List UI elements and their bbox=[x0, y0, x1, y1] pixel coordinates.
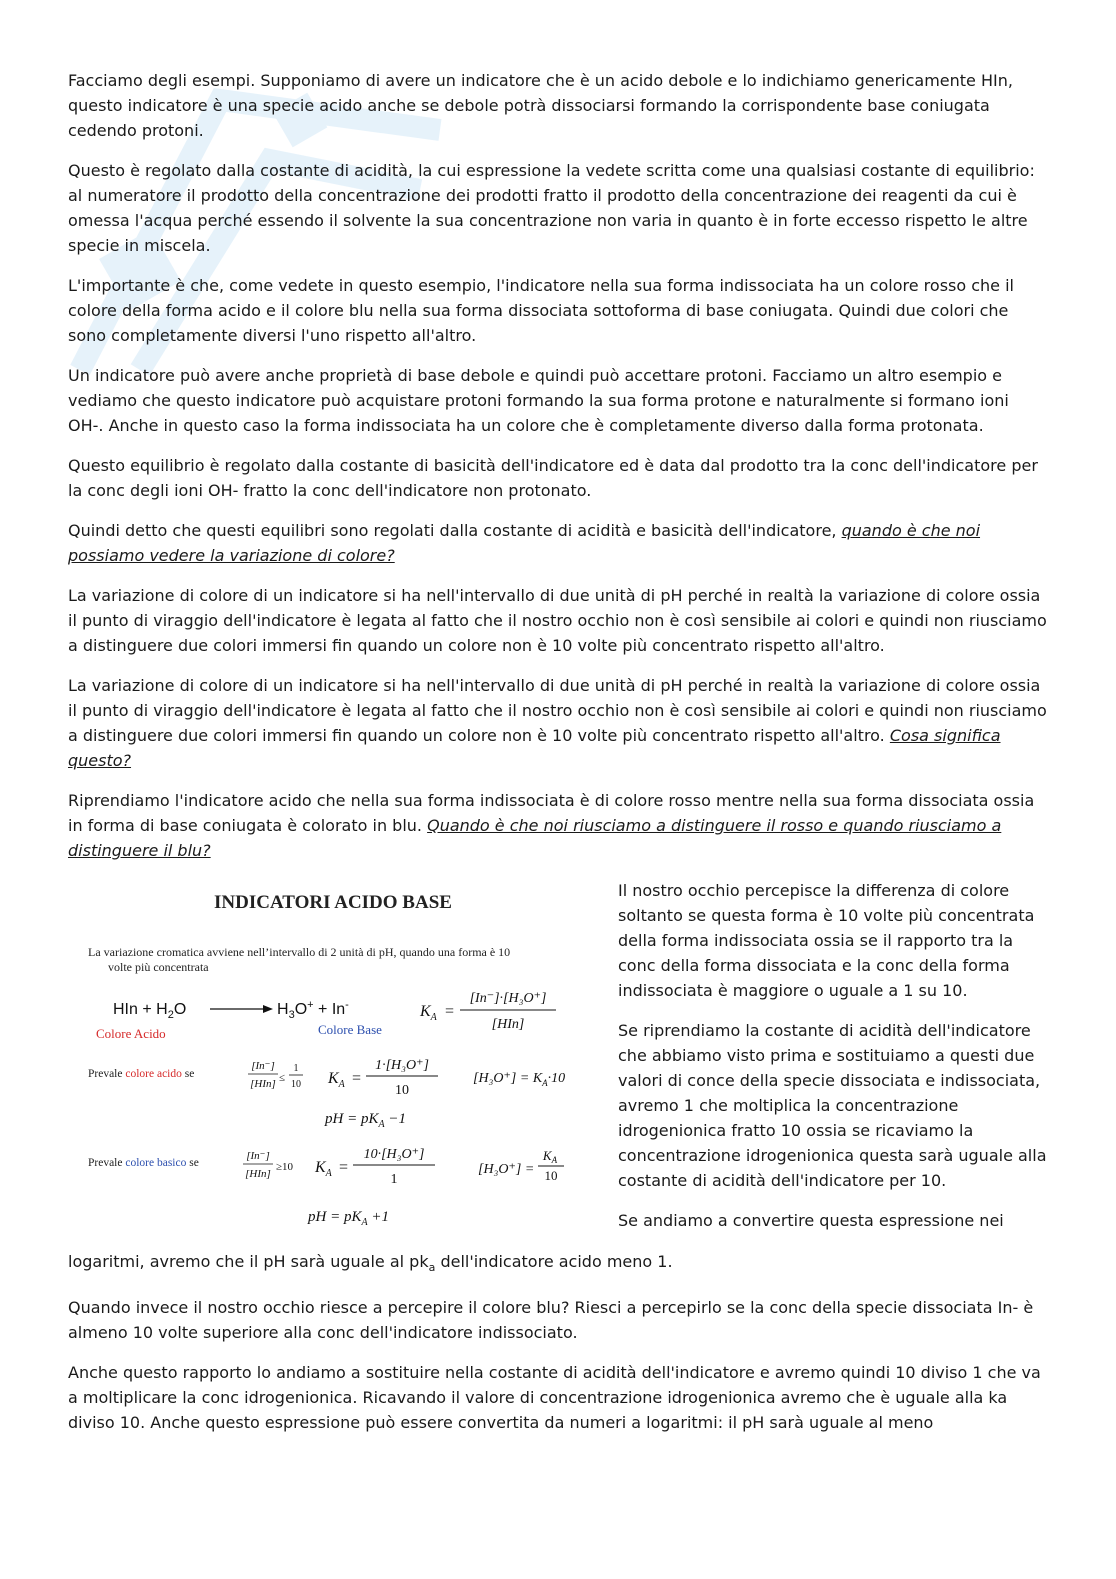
basic-ka-den: 1 bbox=[390, 1172, 398, 1187]
paragraph-8-text: La variazione di colore di un indicatore si ha nell'intervallo di due unità di pH perché in realtà la variazione di colore ossia il punto di viraggio dell'indicatore è legata al fatto che il nostro occhio non è così sensibile ai colori e quindi non riusciamo a distinguere due colori immersi fin quando un colore non è 10 volte più concentrato rispetto all'altro. bbox=[68, 676, 1047, 745]
basic-ratio-den: [HIn] bbox=[245, 1168, 271, 1180]
basic-h3o-expression: [H₃O⁺] = bbox=[478, 1162, 535, 1177]
pka-subscript: a bbox=[428, 1261, 436, 1275]
ka-numerator: [In⁻]·[H₃O⁺] bbox=[469, 991, 547, 1006]
acid-ka-equals: = bbox=[352, 1070, 362, 1087]
acid-ratio-val-den: 10 bbox=[291, 1079, 301, 1090]
ka-symbol: $K_A$ bbox=[420, 1003, 437, 1023]
continued-text-a: logaritmi, avremo che il pH sarà uguale al pk bbox=[68, 1252, 429, 1271]
paragraph-8 bbox=[68, 673, 1048, 773]
basic-ka-equals: = bbox=[339, 1159, 349, 1176]
acid-ka-num: 1·[H₃O⁺] bbox=[375, 1058, 429, 1073]
figure-caption-line-1: La variazione cromatica avviene nell’intervallo di 2 unità di pH, quando una forma è 10 bbox=[88, 945, 511, 959]
side-paragraph-1: Il nostro occhio percepisce la differenza di colore soltanto se questa forma è 10 volte più concentrata della forma indissociata ossia se il rapporto tra la conc della forma dissociata e la conc della forma indissociata è maggiore o uguale a 1 su 10. bbox=[618, 881, 1035, 1000]
side-paragraph-2: Se riprendiamo la costante di acidità dell'indicatore che abbiamo visto prima e sostituiamo a questi due valori di conce della specie dissociata e indissociata, avremo 1 che moltiplica la concentrazione idrogenionica fratto 10 ossia se ricaviamo la concentrazione idrogenionica questa sarà uguale alla costante di acidità dell'indicatore per 10. bbox=[618, 1021, 1047, 1190]
side-paragraph-3: Se andiamo a convertire questa espressione nei bbox=[618, 1211, 1004, 1230]
acid-ratio-num: [In⁻] bbox=[251, 1060, 275, 1072]
reaction-products: $H_3O^+ + In^-$ bbox=[277, 999, 349, 1021]
acid-ka-den: 10 bbox=[395, 1083, 409, 1098]
ka-equals: = bbox=[445, 1003, 455, 1020]
paragraph-4: Un indicatore può avere anche proprietà di base debole e quindi può accettare protoni. Facciamo un altro esempio e vediamo che questo indicatore può acquistare protoni formando la sua forma protone e naturalmente si formano ioni OH-. Anche in questo caso la forma indissociata ha un colore che è completamente diverso dalla forma protonata. bbox=[68, 366, 1009, 435]
colore-base-label: Colore Base bbox=[318, 1022, 382, 1037]
basic-ph-expression: pH = $pK_A +1$ bbox=[308, 1209, 389, 1228]
figure-caption-line-2: volte più concentrata bbox=[108, 960, 209, 974]
paragraph-6-text: Quindi detto che questi equilibri sono regolati dalla costante di acidità e basicità dell'indicatore, bbox=[68, 521, 842, 540]
paragraph-1: Facciamo degli esempi. Supponiamo di avere un indicatore che è un acido debole e lo indichiamo genericamente HIn, questo indicatore è una specie acido anche se debole potrà dissociarsi formando la corrispondente base coniugata cedendo protoni. bbox=[68, 71, 1013, 140]
colore-acido-label: Colore Acido bbox=[96, 1026, 166, 1041]
basic-ratio-rel: ≥10 bbox=[276, 1161, 294, 1173]
basic-h3o-den: 10 bbox=[544, 1168, 558, 1183]
acid-ka-symbol: $K_A$ bbox=[328, 1070, 345, 1090]
paragraph-11: Quando invece il nostro occhio riesce a percepire il colore blu? Riesci a percepirlo se la conc della specie dissociata In- è almeno 10 volte superiore alla conc dell'indicatore indissociato. bbox=[68, 1298, 1034, 1343]
indicator-figure bbox=[68, 878, 593, 1253]
basic-ka-num: 10·[H₃O⁺] bbox=[363, 1147, 425, 1162]
continued-text-b: dell'indicatore acido meno 1. bbox=[435, 1252, 673, 1271]
paragraph-9 bbox=[68, 788, 1048, 863]
basic-ka-symbol: $K_A$ bbox=[315, 1159, 332, 1179]
acid-ph-expression: pH = $pK_A -1$ bbox=[325, 1111, 406, 1130]
acid-ratio-den: [HIn] bbox=[250, 1078, 276, 1090]
reaction-reactants: HIn + $H_2O$ bbox=[113, 1001, 187, 1021]
paragraph-12: Anche questo rapporto lo andiamo a sostituire nella costante di acidità dell'indicatore e avremo quindi 10 diviso 1 che va a moltiplicare la conc idrogenionica. Ricavando il valore di concentrazione idrogenionica avremo che è uguale alla ka diviso 10. Anche questo espressione può essere convertita da numeri a logaritmi: il pH sarà uguale al meno bbox=[68, 1363, 1041, 1433]
paragraph-8-question: Cosa significa questo? bbox=[68, 726, 1001, 770]
side-column bbox=[618, 878, 1048, 1233]
paragraph-9-text: Riprendiamo l'indicatore acido che nella sua forma indissociata è di colore rosso mentre nella sua forma dissociata ossia in forma di base coniugata è colorato in blu. bbox=[68, 791, 1035, 835]
acid-ratio-val-num: 1 bbox=[293, 1063, 299, 1074]
basic-ratio-num: [In⁻] bbox=[246, 1150, 270, 1162]
paragraph-6-question: quando è che noi possiamo vedere la variazione di colore? bbox=[68, 521, 981, 565]
paragraph-3: L'importante è che, come vedete in questo esempio, l'indicatore nella sua forma indissociata ha un colore rosso che il colore della forma acido e il colore blu nella sua forma dissociata sottoforma di base coniugata. Quindi due colori che sono completamente diversi l'uno rispetto all'altro. bbox=[68, 276, 1014, 345]
figure-title: INDICATORI ACIDO BASE bbox=[214, 892, 452, 913]
document-page bbox=[68, 68, 1048, 1450]
reaction-arrowhead bbox=[263, 1005, 273, 1013]
acid-ratio-rel: ≤ bbox=[279, 1072, 286, 1084]
ka-denominator: [HIn] bbox=[491, 1017, 525, 1032]
paragraph-7: La variazione di colore di un indicatore si ha nell'intervallo di due unità di pH perché in realtà la variazione di colore ossia il punto di viraggio dell'indicatore è legata al fatto che il nostro occhio non è così sensibile ai colori e quindi non riusciamo a distinguere due colori immersi fin quando un colore non è 10 volte più concentrato rispetto all'altro. bbox=[68, 586, 1047, 655]
figure-row bbox=[68, 878, 1048, 1263]
paragraph-9-question: Quando è che noi riusciamo a distinguere il rosso e quando riusciamo a distinguere il blu? bbox=[68, 816, 1002, 860]
paragraph-6 bbox=[68, 518, 1048, 568]
acid-h3o-expression: $[H_3O^+] = K_A\cdot 10$ bbox=[473, 1071, 566, 1088]
prevale-basico-label: Prevale colore basico se bbox=[88, 1157, 199, 1169]
basic-h3o-num: $K_A$ bbox=[542, 1148, 558, 1165]
paragraph-2: Questo è regolato dalla costante di acidità, la cui espressione la vedete scritta come una qualsiasi costante di equilibrio: al numeratore il prodotto della concentrazione dei prodotti fratto il prodotto della concentrazione dei reagenti da cui è omessa l'acqua perché essendo il solvente la sua concentrazione non varia in quanto è in forte eccesso rispetto le altre specie in miscela. bbox=[68, 161, 1035, 255]
prevale-acido-label: Prevale colore acido se bbox=[88, 1068, 195, 1080]
paragraph-5: Questo equilibrio è regolato dalla costante di basicità dell'indicatore ed è data dal prodotto tra la conc dell'indicatore per la conc degli ioni OH- fratto la conc dell'indicatore non protonato. bbox=[68, 456, 1038, 500]
